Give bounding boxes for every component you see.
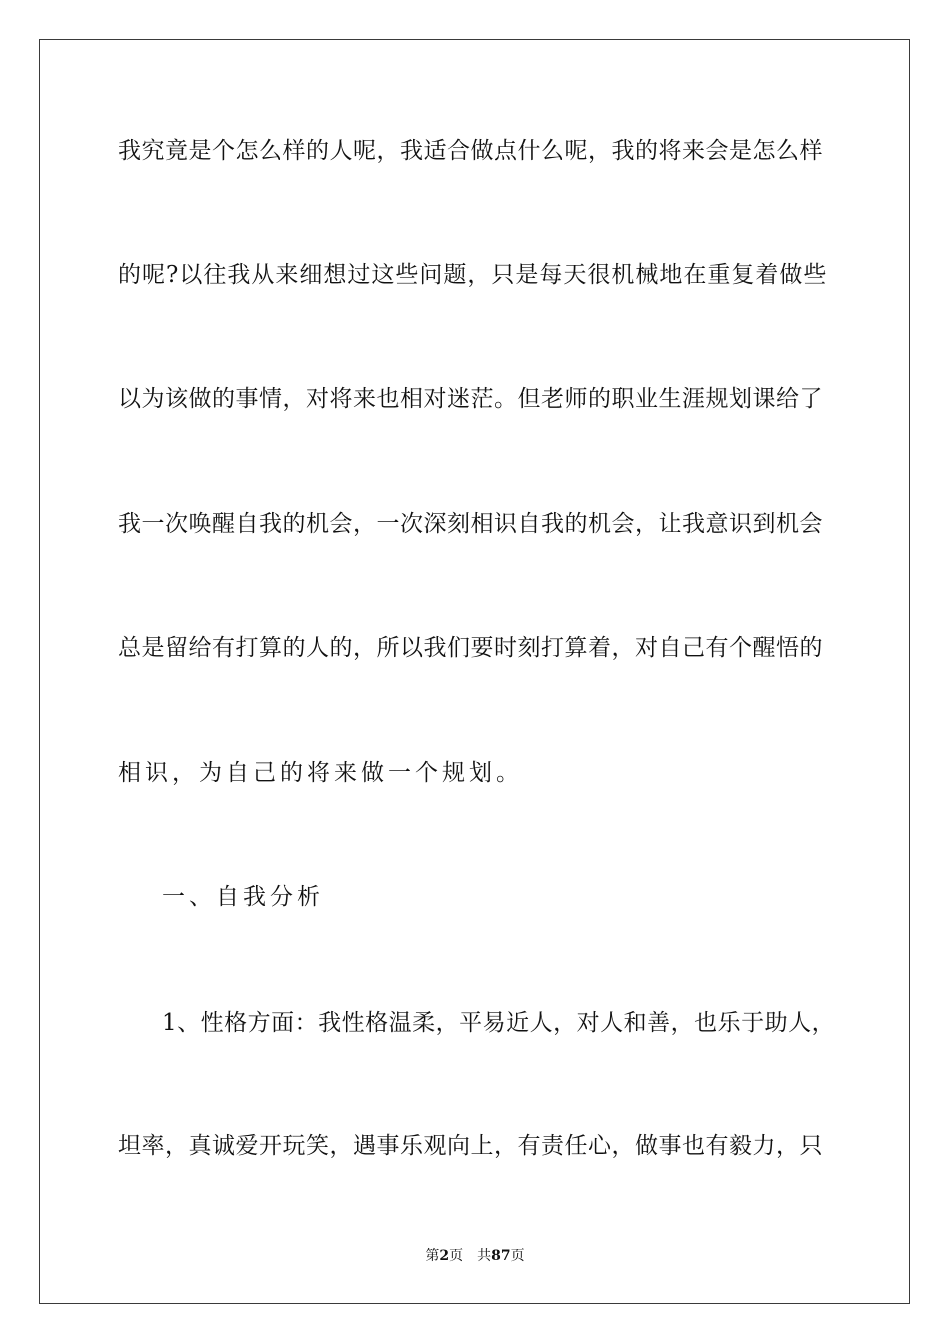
paragraph-line: 的呢?以往我从来细想过这些问题，只是每天很机械地在重复着做些: [118, 262, 828, 288]
paragraph-line: 我究竟是个怎么样的人呢，我适合做点什么呢，我的将来会是怎么样: [118, 138, 823, 164]
paragraph-line: 总是留给有打算的人的，所以我们要时刻打算着，对自己有个醒悟的: [118, 635, 823, 661]
page-border: [39, 39, 910, 1304]
page-number: 2: [439, 1248, 450, 1264]
total-pages: 87: [491, 1248, 511, 1264]
page-suffix: 页: [449, 1248, 464, 1264]
section-heading: 一、自我分析: [162, 884, 324, 910]
paragraph-line: 1、性格方面：我性格温柔，平易近人，对人和善，也乐于助人，: [162, 1010, 836, 1036]
total-suffix: 页: [510, 1248, 525, 1264]
page-prefix: 第: [425, 1248, 440, 1264]
page-footer: [0, 1246, 950, 1266]
paragraph-line: 相识，为自己的将来做一个规划。: [118, 760, 523, 786]
paragraph-line: 以为该做的事情，对将来也相对迷茫。但老师的职业生涯规划课给了: [118, 386, 823, 412]
paragraph-line: 我一次唤醒自我的机会，一次深刻相识自我的机会，让我意识到机会: [118, 511, 823, 537]
total-prefix: 共: [477, 1248, 492, 1264]
paragraph-line: 坦率，真诚爱开玩笑，遇事乐观向上，有责任心，做事也有毅力，只: [118, 1133, 823, 1159]
